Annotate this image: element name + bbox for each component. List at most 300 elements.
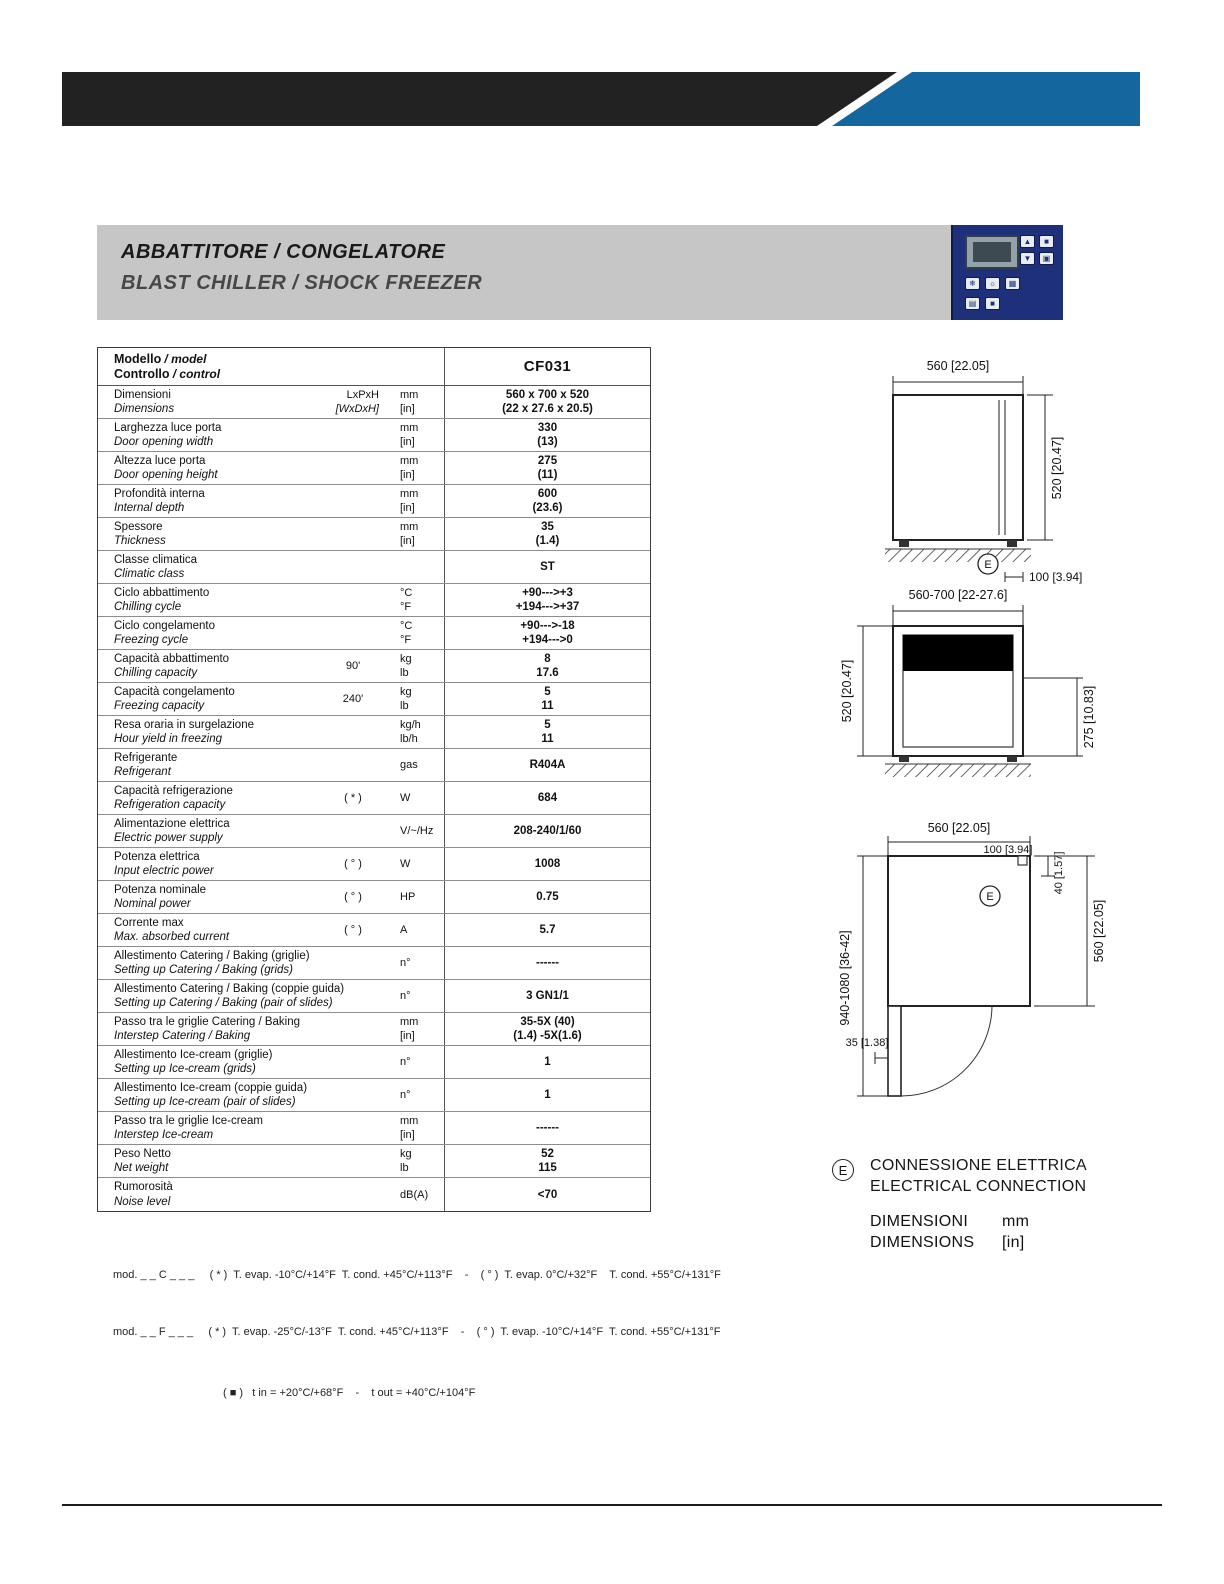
row-label	[98, 419, 324, 451]
control-header-line	[114, 367, 444, 381]
row-label	[98, 815, 324, 847]
row-label-italian: Passo tra le griglie Catering / Baking	[114, 1015, 301, 1028]
row-note	[324, 584, 382, 616]
row-label-italian: Allestimento Ice-cream (coppie guida)	[114, 1081, 308, 1094]
row-values	[444, 518, 650, 550]
top-bands-graphic	[0, 70, 1224, 128]
row-value: ST	[540, 561, 555, 573]
row-unit: n°	[400, 990, 411, 1002]
row-label-italian: Alimentazione elettrica	[114, 817, 230, 830]
row-value: (13)	[537, 436, 558, 449]
spec-row	[98, 980, 650, 1013]
row-unit: °C	[400, 586, 413, 599]
spec-row	[98, 1046, 650, 1079]
row-label-english: Internal depth	[114, 502, 185, 515]
row-units	[382, 452, 444, 484]
row-values	[444, 1112, 650, 1144]
panel-screen	[973, 242, 1011, 262]
panel-freeze-icon: ❄	[965, 277, 980, 290]
spec-row	[98, 848, 650, 881]
row-unit: n°	[400, 957, 411, 969]
row-value: 560 x 700 x 520	[505, 388, 590, 401]
side-ground-hatch	[885, 764, 1031, 777]
control-label-en: / control	[172, 367, 221, 382]
row-label-english: Door opening width	[114, 436, 214, 449]
top-40-dimension: 40 [1.57]	[1053, 851, 1065, 895]
side-width-dimension: 560-700 [22-27.6]	[908, 588, 1008, 602]
panel-grid-icon: ▦	[1005, 277, 1020, 290]
row-value: 17.6	[536, 667, 559, 680]
side-height-dimension: 520 [20.47]	[840, 659, 854, 723]
row-note	[324, 485, 382, 517]
row-value: <70	[537, 1188, 558, 1201]
row-values	[444, 584, 650, 616]
panel-chill-icon: ☼	[985, 277, 1000, 290]
top-open-door	[888, 1006, 901, 1096]
row-label-italian: Profondità interna	[114, 487, 205, 500]
row-value: 5.7	[539, 924, 556, 936]
row-units	[382, 1145, 444, 1177]
row-label	[98, 650, 324, 682]
row-units	[382, 881, 444, 913]
row-label-english: Chilling capacity	[114, 667, 198, 680]
row-label-italian: Passo tra le griglie Ice-cream	[114, 1114, 263, 1127]
side-view-drawing	[815, 583, 1155, 800]
row-value: +90--->+3	[522, 586, 573, 599]
row-value: (22 x 27.6 x 20.5)	[502, 403, 593, 416]
row-label	[98, 518, 324, 550]
row-units	[382, 914, 444, 946]
spec-table	[97, 347, 651, 1212]
row-unit: W	[400, 792, 411, 804]
row-value: 600	[537, 487, 558, 500]
model-header-line	[114, 352, 444, 366]
row-values	[444, 1145, 650, 1177]
row-label	[98, 683, 324, 715]
spec-row	[98, 419, 650, 452]
row-units	[382, 1013, 444, 1045]
panel-buttons-row2	[965, 297, 1000, 310]
row-label-english: Nominal power	[114, 898, 191, 911]
row-value: 0.75	[536, 891, 559, 903]
row-units	[382, 782, 444, 814]
row-label-italian: Capacità congelamento	[114, 685, 235, 698]
row-values	[444, 650, 650, 682]
row-units	[382, 650, 444, 682]
row-value: (1.4)	[535, 535, 560, 548]
row-values	[444, 452, 650, 484]
row-note	[324, 947, 382, 979]
row-value: +90--->-18	[520, 619, 575, 632]
panel-buttons-row1	[965, 277, 1020, 290]
spec-row	[98, 551, 650, 584]
row-unit: [in]	[400, 403, 415, 416]
front-ground-hatch	[885, 549, 1031, 562]
row-value: 1	[544, 1089, 551, 1101]
row-unit: lb	[400, 1162, 409, 1175]
row-label	[98, 1013, 324, 1045]
row-unit: [in]	[400, 502, 415, 515]
row-label-italian: Spessore	[114, 520, 163, 533]
row-unit: mm	[400, 1114, 419, 1127]
top-total-dimension: 940-1080 [36-42]	[838, 930, 852, 1026]
row-unit: [in]	[400, 469, 415, 482]
top-depth-dimension: 560 [22.05]	[1092, 899, 1106, 963]
front-connection-letter: E	[984, 559, 992, 571]
row-label	[98, 782, 324, 814]
row-value: 1	[544, 1056, 551, 1068]
row-units	[382, 1079, 444, 1111]
row-label-english: Refrigerant	[114, 766, 171, 779]
front-foot-left	[899, 540, 909, 547]
row-label-italian: Corrente max	[114, 916, 184, 929]
row-units	[382, 1112, 444, 1144]
row-values	[444, 881, 650, 913]
spec-table-body	[98, 386, 650, 1211]
row-note	[324, 617, 382, 649]
side-foot-left	[899, 756, 909, 762]
row-label-english: Setting up Catering / Baking (pair of slides)	[114, 997, 333, 1010]
row-unit: dB(A)	[400, 1188, 429, 1201]
row-note-symbol: ( * )	[344, 792, 362, 804]
row-value: R404A	[529, 759, 566, 771]
row-unit: kg	[400, 1147, 412, 1160]
row-label-italian: Allestimento Ice-cream (griglie)	[114, 1048, 273, 1061]
panel-display	[965, 235, 1019, 269]
top-door-swing-arc	[901, 1006, 992, 1096]
footnote-tin-tout: ( ■ ) t in = +20°C/+68°F - t out = +40°C/+104°F	[223, 1387, 476, 1399]
spec-row	[98, 1112, 650, 1145]
row-units	[382, 848, 444, 880]
side-opening-dimension: 275 [10.83]	[1082, 685, 1096, 749]
row-units	[382, 584, 444, 616]
row-label-italian: Peso Netto	[114, 1147, 171, 1160]
footnotes	[113, 1228, 721, 1441]
row-label-italian: Resa oraria in surgelazione	[114, 718, 254, 731]
row-values	[444, 551, 650, 583]
row-note	[324, 1178, 382, 1211]
row-values	[444, 980, 650, 1012]
row-value: (11)	[537, 469, 558, 482]
row-label	[98, 947, 324, 979]
row-label	[98, 485, 324, 517]
legend-dim-it	[870, 1211, 1087, 1232]
row-units	[382, 716, 444, 748]
row-values	[444, 848, 650, 880]
row-label-english: Thickness	[114, 535, 166, 548]
row-unit: mm	[400, 454, 419, 467]
row-note	[324, 782, 382, 814]
row-label	[98, 1145, 324, 1177]
row-units	[382, 1178, 444, 1211]
row-unit: mm	[400, 421, 419, 434]
row-value: 275	[537, 454, 558, 467]
row-label-english: Dimensions	[114, 403, 175, 416]
top-bands	[0, 70, 1224, 128]
spec-row	[98, 518, 650, 551]
row-label-english: Setting up Ice-cream (pair of slides)	[114, 1096, 296, 1109]
panel-up-icon: ▲	[1020, 235, 1035, 248]
spec-row	[98, 452, 650, 485]
row-label	[98, 914, 324, 946]
row-label-english: Setting up Catering / Baking (grids)	[114, 964, 293, 977]
row-label-english: Chilling cycle	[114, 601, 182, 614]
side-foot-right	[1007, 756, 1017, 762]
row-values	[444, 947, 650, 979]
spec-row	[98, 1145, 650, 1178]
row-value: 5	[544, 718, 551, 731]
top-offset-dimension: 100 [3.94]	[983, 844, 1033, 856]
legend-dimensions	[870, 1211, 1087, 1253]
page-title-english: BLAST CHILLER / SHOCK FREEZER	[121, 272, 483, 294]
front-width-dimension: 560 [22.05]	[926, 359, 990, 373]
spec-row	[98, 1079, 650, 1112]
row-note	[324, 1145, 382, 1177]
spec-row	[98, 683, 650, 716]
row-values	[444, 815, 650, 847]
spec-row	[98, 1178, 650, 1211]
top-35-dimension: 35 [1.38]	[845, 1037, 889, 1049]
row-note	[324, 386, 382, 418]
row-unit: °C	[400, 619, 413, 632]
row-label	[98, 617, 324, 649]
panel-buttons-right	[1020, 235, 1054, 265]
row-label-italian: Larghezza luce porta	[114, 421, 222, 434]
row-label-italian: Capacità refrigerazione	[114, 784, 233, 797]
row-values	[444, 1046, 650, 1078]
row-unit: mm	[400, 487, 419, 500]
top-view-drawing	[815, 818, 1175, 1123]
row-unit: kg	[400, 685, 412, 698]
row-label-italian: Dimensioni	[114, 388, 171, 401]
row-note	[324, 1079, 382, 1111]
row-note	[324, 881, 382, 913]
row-values	[444, 1079, 650, 1111]
row-label-english: Climatic class	[114, 568, 185, 581]
row-label-italian: Allestimento Catering / Baking (griglie)	[114, 949, 310, 962]
legend-dim-unit-mm: mm	[1002, 1213, 1030, 1230]
front-view-drawing	[815, 352, 1155, 595]
spec-row	[98, 650, 650, 683]
title-lines	[121, 241, 482, 295]
row-label-italian: Ciclo abbattimento	[114, 586, 210, 599]
legend-dim-en	[870, 1232, 1087, 1253]
row-note-en: [WxDxH]	[335, 403, 379, 416]
panel-power-icon: ■	[985, 297, 1000, 310]
row-label-english: Freezing cycle	[114, 634, 189, 647]
spec-row	[98, 947, 650, 980]
row-unit: lb/h	[400, 733, 418, 746]
front-offset-dimension: 100 [3.94]	[1029, 570, 1083, 584]
row-value: 11	[541, 700, 554, 713]
legend-dim-unit-in: [in]	[1002, 1234, 1025, 1251]
row-label-english: Electric power supply	[114, 832, 223, 845]
row-value: 3 GN1/1	[526, 990, 569, 1002]
row-units	[382, 617, 444, 649]
row-label	[98, 749, 324, 781]
spec-row	[98, 881, 650, 914]
bottom-rule	[62, 1504, 1162, 1506]
legend-connection-it: CONNESSIONE ELETTRICA	[870, 1157, 1088, 1174]
row-units	[382, 683, 444, 715]
row-values	[444, 419, 650, 451]
row-label-english: Max. absorbed current	[114, 931, 230, 944]
row-value: 208-240/1/60	[513, 825, 582, 837]
row-note	[324, 650, 382, 682]
row-label-italian: Refrigerante	[114, 751, 178, 764]
row-value: 115	[538, 1162, 557, 1175]
row-label-italian: Allestimento Catering / Baking (coppie guida)	[114, 982, 345, 995]
spec-row	[98, 815, 650, 848]
row-label	[98, 551, 324, 583]
row-note-it: LxPxH	[346, 388, 379, 401]
row-unit: V/~/Hz	[400, 825, 434, 837]
spec-row	[98, 584, 650, 617]
row-note-symbol: 240'	[342, 693, 364, 705]
row-label-english: Freezing capacity	[114, 700, 205, 713]
row-value: 684	[537, 792, 558, 804]
row-value: 330	[537, 421, 558, 434]
legend-dim-label-it: DIMENSIONI	[870, 1213, 969, 1230]
row-unit: mm	[400, 1015, 419, 1028]
legend-connection	[832, 1155, 1087, 1197]
row-units	[382, 1046, 444, 1078]
row-unit: mm	[400, 388, 419, 401]
row-values	[444, 617, 650, 649]
row-unit: lb	[400, 667, 409, 680]
row-label-italian: Capacità abbattimento	[114, 652, 230, 665]
row-label-english: Interstep Ice-cream	[114, 1129, 214, 1142]
row-units	[382, 947, 444, 979]
row-value: 11	[541, 733, 554, 746]
dark-band	[62, 72, 897, 126]
row-unit: kg/h	[400, 718, 421, 731]
row-label	[98, 980, 345, 1012]
row-label	[98, 584, 324, 616]
spec-row	[98, 485, 650, 518]
control-label-it: Controllo	[114, 367, 170, 382]
row-label	[98, 1112, 324, 1144]
row-label-english: Setting up Ice-cream (grids)	[114, 1063, 256, 1076]
row-unit: °F	[400, 634, 412, 647]
footnote-mod-f: mod. _ _ F _ _ _ ( * ) T. evap. -25°C/-13°F T. cond. +45°C/+113°F - ( ° ) T. evap. -10°C/+14°F T. cond. +55°C/+131°F	[113, 1326, 721, 1338]
row-value: ------	[536, 957, 559, 969]
row-note	[324, 749, 382, 781]
row-note	[324, 518, 382, 550]
row-label-english: Net weight	[114, 1162, 169, 1175]
row-label-english: Noise level	[114, 1196, 171, 1208]
row-label-italian: Classe climatica	[114, 553, 198, 566]
row-label	[98, 716, 324, 748]
row-values	[444, 1013, 650, 1045]
row-values	[444, 782, 650, 814]
row-label-english: Interstep Catering / Baking	[114, 1030, 251, 1043]
spec-row	[98, 716, 650, 749]
row-note	[324, 1013, 382, 1045]
row-label	[98, 1079, 324, 1111]
row-units	[382, 749, 444, 781]
spec-row	[98, 782, 650, 815]
row-values	[444, 716, 650, 748]
row-label	[98, 1046, 324, 1078]
panel-stop-icon: ■	[1039, 235, 1054, 248]
row-values	[444, 1178, 650, 1211]
row-label-english: Refrigeration capacity	[114, 799, 226, 812]
spec-row	[98, 386, 650, 419]
row-unit: [in]	[400, 535, 415, 548]
row-note-symbol: ( ° )	[344, 858, 362, 870]
model-number: CF031	[444, 348, 650, 385]
row-label	[98, 386, 324, 418]
model-label-it: Modello	[114, 351, 162, 366]
row-label-italian: Ciclo congelamento	[114, 619, 216, 632]
row-value: +194--->0	[522, 634, 573, 647]
footnote-mod-c: mod. _ _ C _ _ _ ( * ) T. evap. -10°C/+14°F T. cond. +45°C/+113°F - ( ° ) T. evap. 0°C/+32°F T. cond. +55°C/+131°F	[113, 1269, 721, 1281]
model-label-en: / model	[164, 351, 207, 366]
row-note-symbol: 90'	[345, 660, 361, 672]
row-value: 52	[541, 1147, 554, 1160]
row-unit: °F	[400, 601, 412, 614]
spec-table-header	[98, 348, 650, 386]
row-label-italian: Rumorosità	[114, 1181, 173, 1193]
row-label	[98, 848, 324, 880]
title-box	[97, 225, 1063, 320]
legend-connection-en: ELECTRICAL CONNECTION	[870, 1178, 1087, 1195]
row-unit: HP	[400, 891, 416, 903]
row-note-symbol: ( ° )	[344, 924, 362, 936]
top-width-dimension: 560 [22.05]	[927, 821, 991, 835]
row-note-symbol: ( ° )	[344, 891, 362, 903]
row-units	[382, 551, 444, 583]
spec-row	[98, 749, 650, 782]
row-note	[324, 848, 382, 880]
row-unit: A	[400, 924, 408, 936]
row-note	[324, 419, 382, 451]
row-unit: n°	[400, 1056, 411, 1068]
row-value: 35-5X (40)	[520, 1015, 575, 1028]
legend-dim-label-en: DIMENSIONS	[870, 1234, 975, 1251]
row-value: 1008	[534, 858, 561, 870]
row-value: +194--->+37	[515, 601, 580, 614]
row-units	[382, 980, 444, 1012]
row-note	[324, 980, 382, 1012]
row-note	[324, 815, 382, 847]
row-unit: mm	[400, 520, 419, 533]
row-units	[382, 386, 444, 418]
row-unit: W	[400, 858, 411, 870]
row-label-english: Hour yield in freezing	[114, 733, 223, 746]
row-note	[324, 551, 382, 583]
spec-row	[98, 1013, 650, 1046]
row-value: 8	[544, 652, 551, 665]
control-panel-image	[951, 225, 1063, 320]
row-unit: [in]	[400, 1030, 415, 1043]
row-values	[444, 485, 650, 517]
row-value: 35	[541, 520, 554, 533]
row-label-english: Input electric power	[114, 865, 214, 878]
front-foot-right	[1007, 540, 1017, 547]
front-cabinet-outline	[893, 395, 1023, 540]
row-note	[324, 452, 382, 484]
row-note	[324, 1112, 382, 1144]
row-values	[444, 914, 650, 946]
panel-down-icon: ▼	[1020, 252, 1035, 265]
row-unit: [in]	[400, 436, 415, 449]
row-unit: gas	[400, 759, 418, 771]
top-connection-box	[1018, 856, 1027, 865]
row-units	[382, 815, 444, 847]
top-cabinet-outline	[888, 856, 1030, 1006]
